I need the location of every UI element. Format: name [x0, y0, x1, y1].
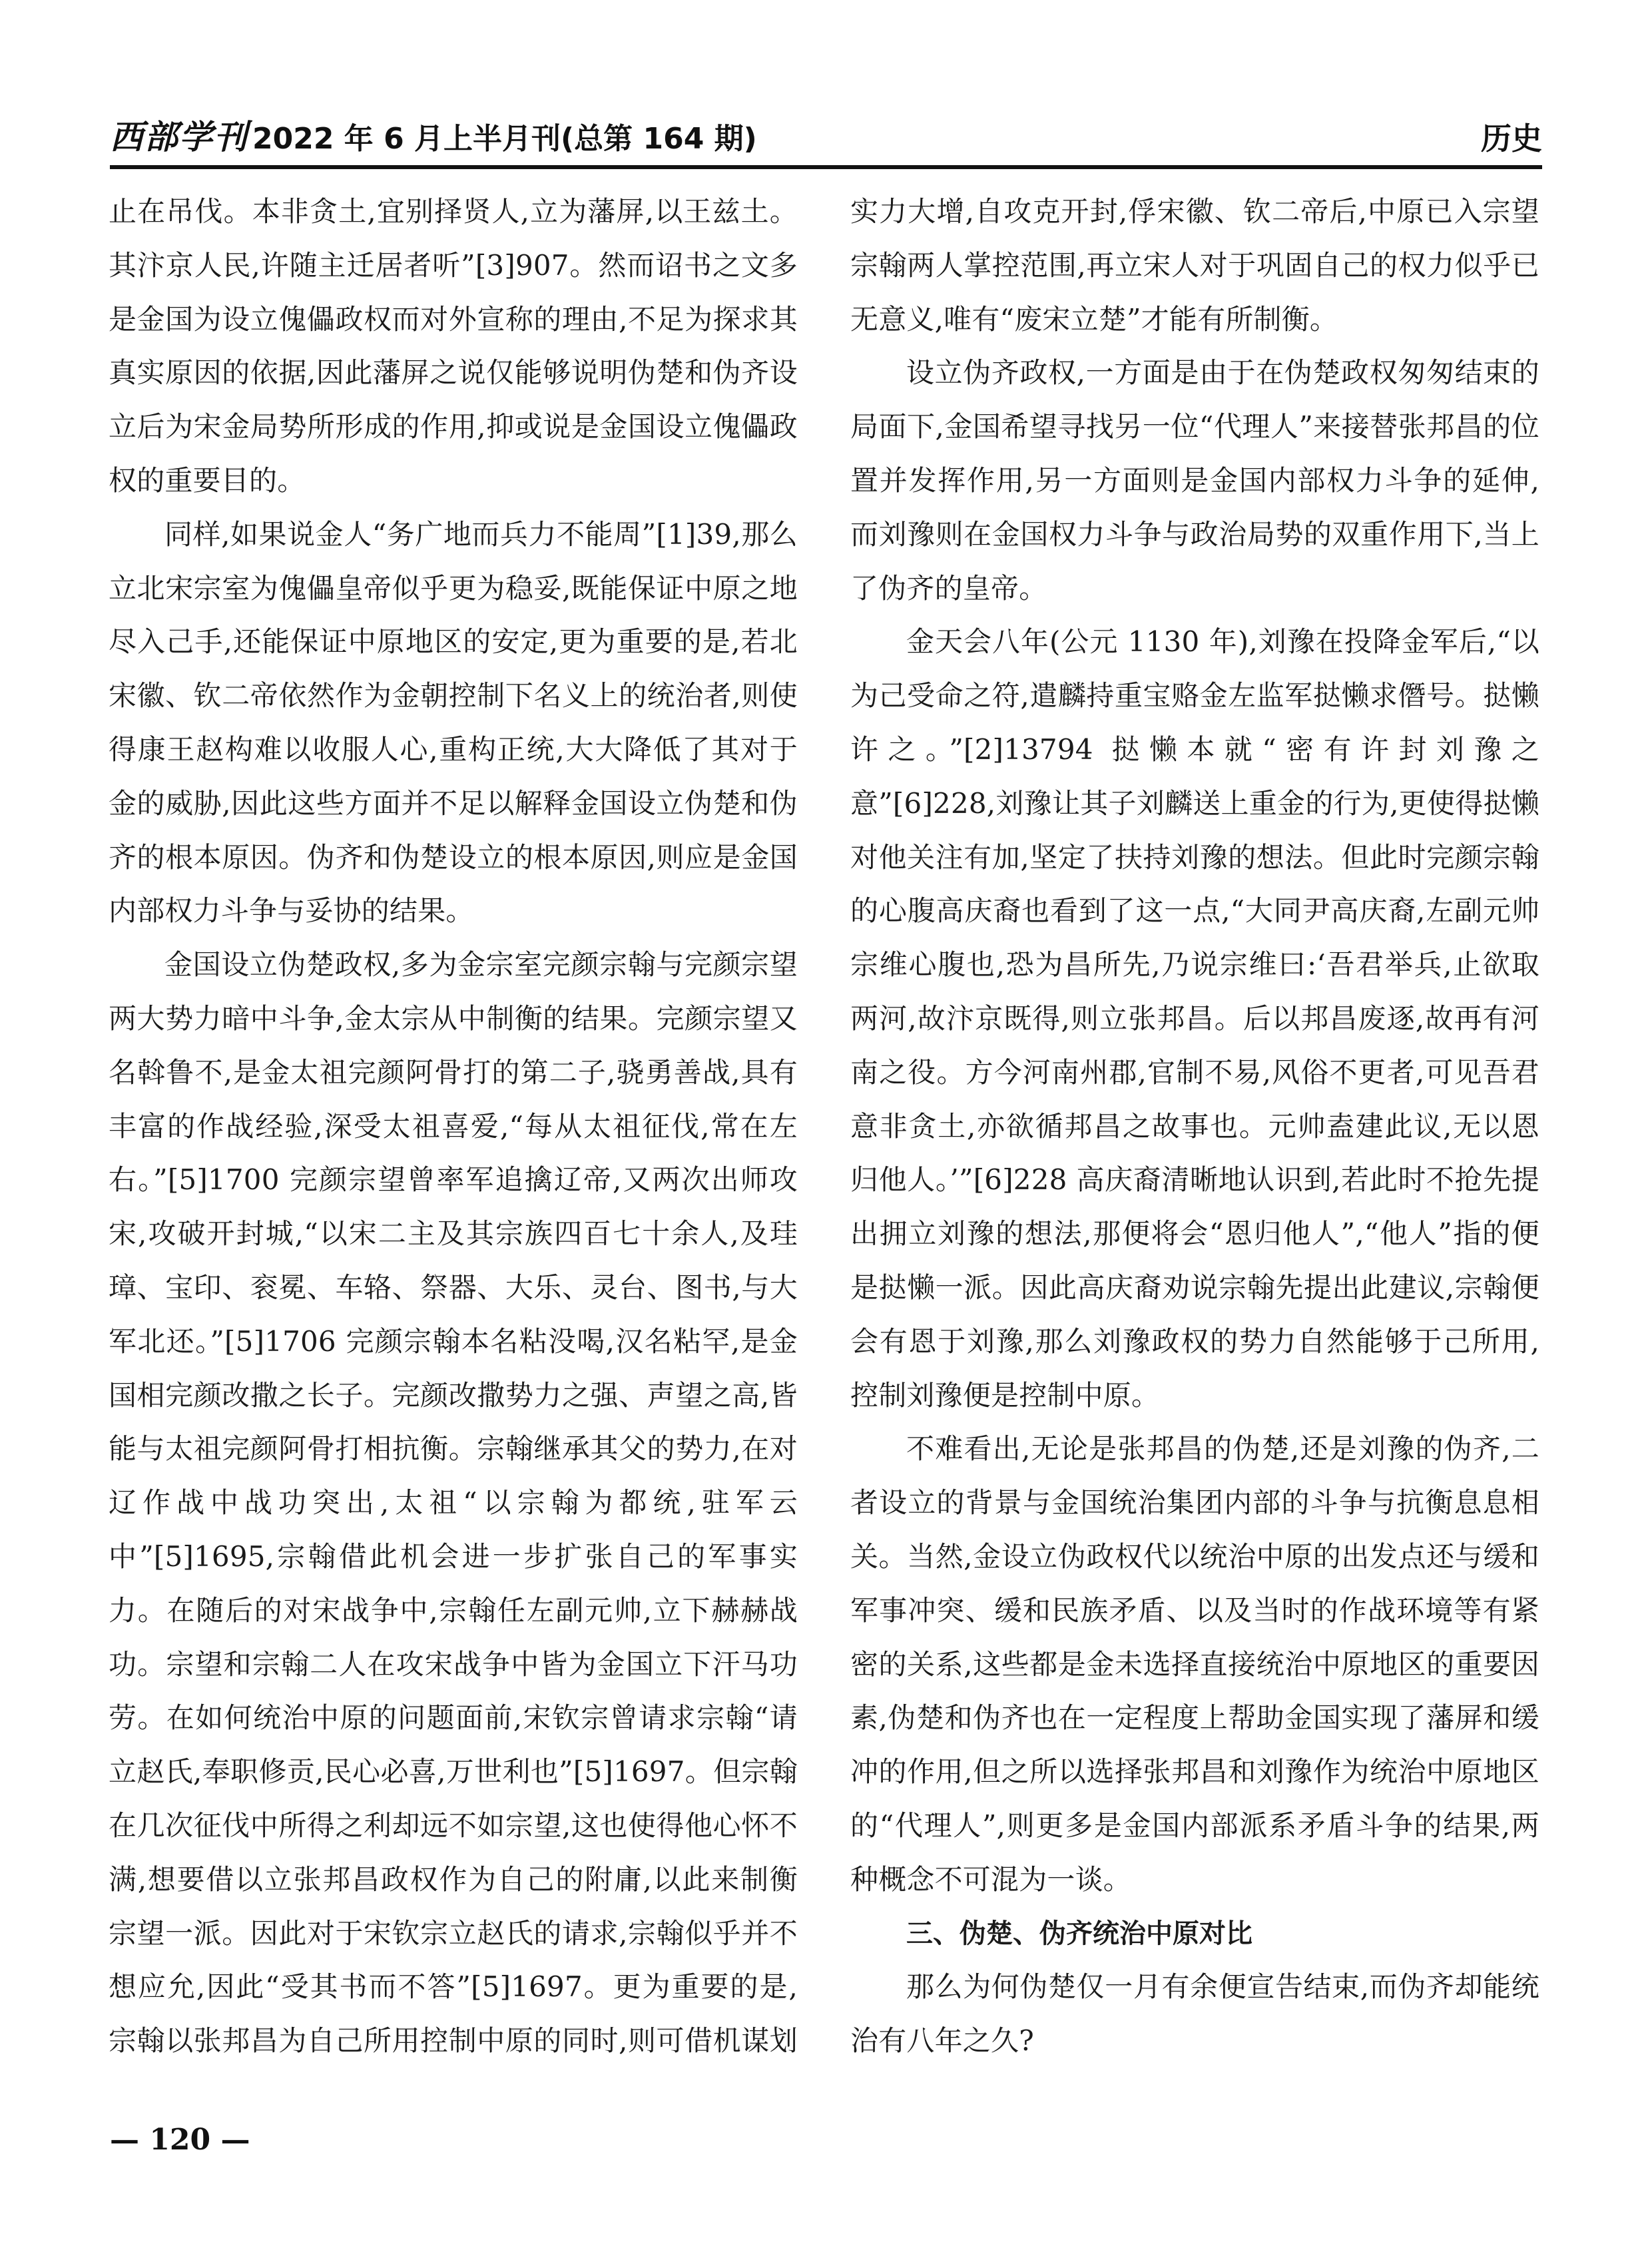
journal-masthead: [110, 111, 757, 158]
paragraph: 同样,如果说金人“务广地而兵力不能周”[1]39,那么立北宋宗室为傀儡皇帝似乎更为稳妥,既能保证中原之地尽入己手,还能保证中原地区的安定,更为重要的是,若北宋徽、钦二帝依然作为金朝控制下名义上的统治者,则使得康王赵构难以收服人心,重构正统,大大降低了其对于金的威胁,因此这些方面并不足以解释金国设立伪楚和伪齐的根本原因。伪齐和伪楚设立的根本原因,则应是金国内部权力斗争与妥协的结果。: [109, 517, 798, 928]
issue-info: 2022 年 6 月上半月刊(总第 164 期): [252, 122, 757, 156]
paragraph: 金国设立伪楚政权,多为金宗室完颜宗翰与完颜宗望两大势力暗中斗争,金太宗从中制衡的结果。完颜宗望又名斡鲁不,是金太祖完颜阿骨打的第二子,骁勇善战,具有丰富的作战经验,深受太祖喜爱,“每从太祖征伐,常在左右。”[5]1700 完颜宗望曾率军追擒辽帝,又两次出师攻宋,攻破开封城,“以宋二主及其宗族四百七十余人,及珪璋、宝印、衮冕、车辂、祭器、大乐、灵台、图书,与大军北还。”[5]1706 完颜宗翰本名粘没喝,汉名粘罕,是金国相完颜改撒之长子。完颜改撒势力之强、声望之高,皆能与太祖完颜阿骨打相抗衡。宗翰继承其父的势力,在对辽作战中战功突出,太祖“以宗翰为都统,驻军云中”[5]1695,宗翰借此机会进一步扩张自己的军事实力。在随后的对宋战争中,宗翰任左副元帅,立下赫赫战功。宗望和宗翰二人在攻宋战争中皆为金国立下汗马功劳。在如何统治中原的问题面前,宋钦宗曾请求宗翰“请立赵氏,奉职修贡,民心必喜,万世利也”[5]1697。但宗翰在几次征伐中所得之利却远不如宗望,这也使得他心怀不满,想要借以立张邦昌政权作为自己的附庸,以此来制衡宗望一派。因此对于宋钦宗立赵氏的请求,宗翰似乎并不想应允,因此“受其书而不答”[5]1697。更为重要的是,宗翰以张邦昌为自己所用控制中原的同时,则可借机谋划: [109, 948, 798, 2058]
journal-logo: 西部学刊: [110, 117, 248, 156]
page-number: — 120 —: [110, 2123, 250, 2157]
paragraph: 实力大增,自攻克开封,俘宋徽、钦二帝后,中原已入宗望宗翰两人掌控范围,再立宋人对于巩固自己的权力似乎已无意义,唯有“废宋立楚”才能有所制衡。: [850, 195, 1539, 336]
left-column: [109, 185, 798, 2060]
page-header: [110, 112, 1542, 169]
section-heading: 三、伪楚、伪齐统治中原对比: [906, 1918, 1252, 1949]
paragraph: 那么为何伪楚仅一月有余便宣告结束,而伪齐却能统治有八年之久?: [850, 1970, 1539, 2058]
paragraph: 设立伪齐政权,一方面是由于在伪楚政权匆匆结束的局面下,金国希望寻找另一位“代理人”来接替张邦昌的位置并发挥作用,另一方面则是金国内部权力斗争的延伸,而刘豫则在金国权力斗争与政治局势的双重作用下,当上了伪齐的皇帝。: [850, 356, 1539, 605]
section-label: 历史: [1481, 121, 1542, 156]
paragraph: 金天会八年(公元 1130 年),刘豫在投降金军后,“以为己受命之符,遣麟持重宝赂金左监军挞懒求僭号。挞懒许之。”[2]13794 挞懒本就“密有许封刘豫之意”[6]228,刘豫让其子刘麟送上重金的行为,更使得挞懒对他关注有加,坚定了扶持刘豫的想法。但此时完颜宗翰的心腹高庆裔也看到了这一点,“大同尹高庆裔,左副元帅宗维心腹也,恐为昌所先,乃说宗维曰:‘吾君举兵,止欲取两河,故汴京既得,则立张邦昌。后以邦昌废逐,故再有河南之役。方今河南州郡,官制不易,风俗不更者,可见吾君意非贪土,亦欲循邦昌之故事也。元帅盍建此议,无以恩归他人。’”[6]228 高庆裔清晰地认识到,若此时不抢先提出拥立刘豫的想法,那便将会“恩归他人”,“他人”指的便是挞懒一派。因此高庆裔劝说宗翰先提出此建议,宗翰便会有恩于刘豫,那么刘豫政权的势力自然能够于己所用,控制刘豫便是控制中原。: [850, 625, 1539, 1412]
paragraph: 止在吊伐。本非贪土,宜别择贤人,立为藩屏,以王兹土。其汴京人民,许随主迁居者听”[3]907。然而诏书之文多是金国为设立傀儡政权而对外宣称的理由,不足为探求其真实原因的依据,因此藩屏之说仅能够说明伪楚和伪齐设立后为宋金局势所形成的作用,抑或说是金国设立傀儡政权的重要目的。: [109, 195, 798, 497]
paragraph: 不难看出,无论是张邦昌的伪楚,还是刘豫的伪齐,二者设立的背景与金国统治集团内部的斗争与抗衡息息相关。当然,金设立伪政权代以统治中原的出发点还与缓和军事冲突、缓和民族矛盾、以及当时的作战环境等有紧密的关系,这些都是金未选择直接统治中原地区的重要因素,伪楚和伪齐也在一定程度上帮助金国实现了藩屏和缓冲的作用,但之所以选择张邦昌和刘豫作为统治中原地区的“代理人”,则更多是金国内部派系矛盾斗争的结果,两种概念不可混为一谈。: [850, 1432, 1539, 1896]
right-column: [850, 185, 1539, 2060]
